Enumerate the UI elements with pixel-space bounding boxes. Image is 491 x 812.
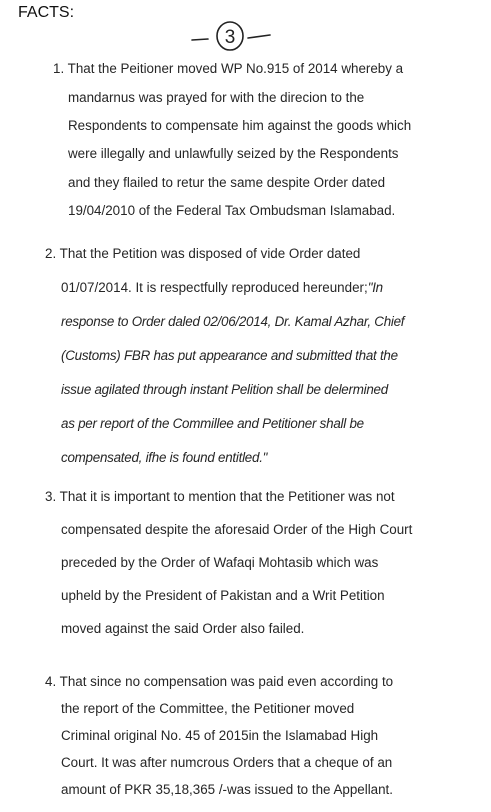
paragraph-line: 3. That it is important to mention that the Petitioner was not	[45, 489, 395, 504]
quoted-line: as per report of the Commillee and Petitioner shall be	[61, 416, 364, 431]
paragraph-line: 4. That since no compensation was paid even according to	[45, 674, 394, 689]
section-heading: FACTS:	[18, 4, 75, 21]
quote-start: "In	[367, 280, 383, 295]
paragraph-line: 2. That the Petition was disposed of vide Order dated	[45, 246, 361, 261]
quoted-line: issue agilated through instant Pelition shall be delermined	[61, 382, 388, 397]
paragraph-line: compensated despite the aforesaid Order of the High Court	[61, 522, 413, 537]
paragraph-line: 1. That the Peitioner moved WP No.915 of 2014 whereby a	[53, 61, 404, 76]
paragraph-line: Court. It was after numcrous Orders that a cheque of an	[61, 755, 393, 770]
paragraph-line: 19/04/2010 of the Federal Tax Ombudsman Islamabad.	[68, 203, 396, 218]
paragraph-line: preceded by the Order of Wafaqi Mohtasib which was	[61, 555, 379, 570]
paragraph-line: and they flailed to retur the same despite Order dated	[68, 175, 386, 190]
paragraph-line: were illegally and unlawfully seized by the Respondents	[68, 146, 399, 161]
paragraph-line: Criminal original No. 45 of 2015in the Islamabad High	[61, 728, 379, 743]
quoted-line: response to Order daled 02/06/2014, Dr. Kamal Azhar, Chief	[61, 314, 405, 329]
paragraph-line	[61, 280, 383, 295]
page-number-mark	[190, 18, 280, 52]
paragraph-line: Respondents to compensate him against the goods which	[68, 118, 412, 133]
paragraph-line: mandarnus was prayed for with the direcion to the	[68, 90, 365, 105]
paragraph-line: upheld by the President of Pakistan and a Writ Petition	[61, 588, 385, 603]
page-number: 3	[224, 27, 236, 48]
quoted-line: (Customs) FBR has put appearance and submitted that the	[61, 348, 398, 363]
paragraph-line-text: 01/07/2014. It is respectfully reproduced hereunder;	[61, 280, 368, 295]
paragraph-line: amount of PKR 35,18,365 /-was issued to the Appellant.	[61, 782, 393, 797]
paragraph-line: moved against the said Order also failed.	[61, 621, 305, 636]
paragraph-line: the report of the Committee, the Petitioner moved	[61, 701, 355, 716]
quoted-line: compensated, ifhe is found entitled."	[61, 450, 268, 465]
